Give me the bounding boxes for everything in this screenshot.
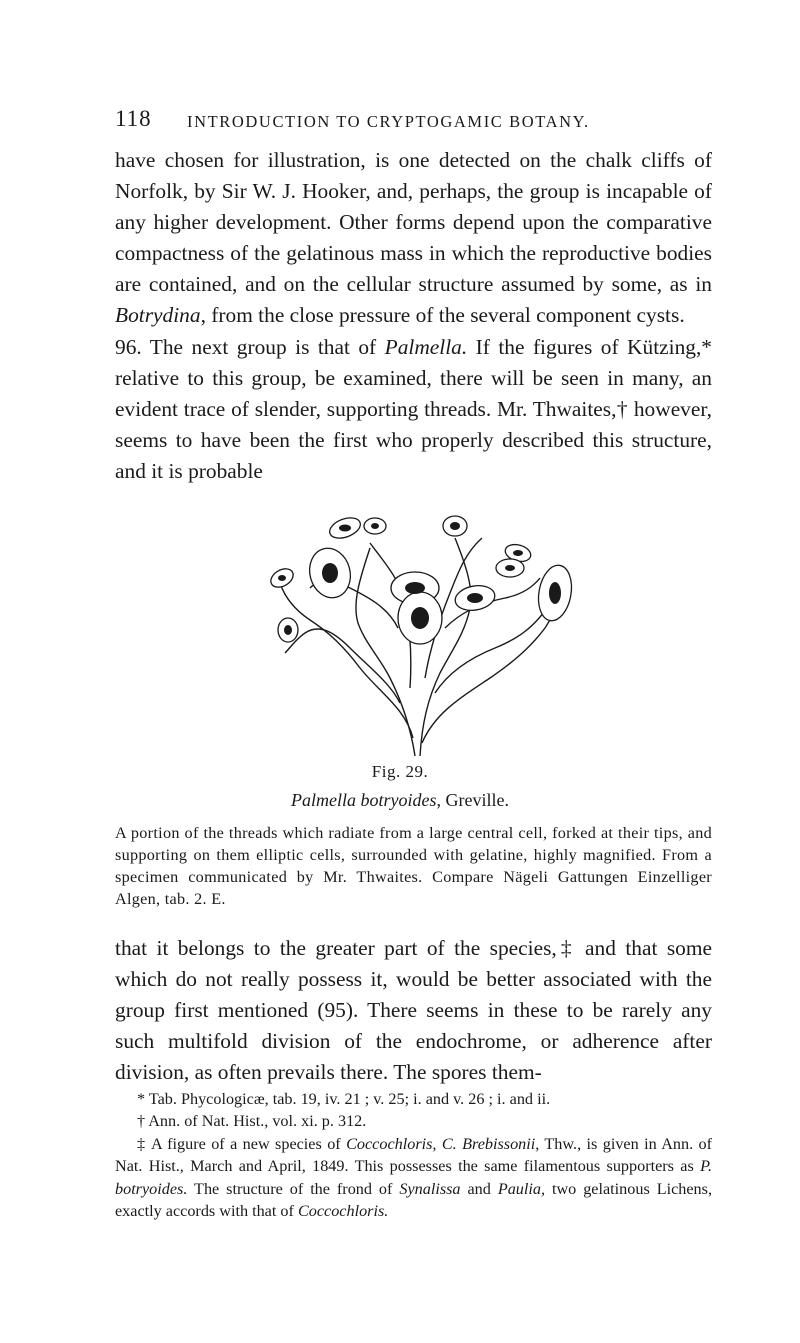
italic-term: Coccochloris, C. Brebissonii [346,1134,536,1153]
footnote-text: and [460,1179,498,1198]
thread [435,603,550,693]
footnote-text: ‡ A figure of a new species of [137,1134,347,1153]
italic-term: Coccochloris. [297,1202,389,1221]
footnote-1: * Tab. Phycologicæ, tab. 19, iv. 21 ; v. 25; i. and v. 26 ; i. and ii. [137,1090,551,1108]
paragraph-96 [115,332,712,487]
paragraph-continuation [115,145,712,332]
footnotes [115,1088,712,1222]
running-head: INTRODUCTION TO CRYPTOGAMIC BOTANY. [187,112,590,131]
page-number: 118 [115,106,152,131]
continued-text: that it belongs to the greater part of the species,‡ and that some which do not really possess it, would be better associated with the group first mentioned (95). There seems in these to be rarely any such multifold division of the endochrome, or adherence after division, as often prevails there. The spores them- [115,936,712,1085]
footnote-text: , Thw., is given in Ann. of Nat. Hist., March and April, 1849. This possesses the same filamentous supporters as [115,1134,713,1176]
paragraph-text: , from the close pressure of the several component cysts. [200,303,685,328]
figure-illustration [250,508,580,758]
figure-title-author: , Greville. [436,790,509,810]
footnote-2: † Ann. of Nat. Hist., vol. xi. p. 312. [137,1112,367,1131]
italic-term: Botrydina [115,303,201,328]
figure-label: Fig. 29. [371,762,429,781]
figure-title [0,790,800,811]
thread [280,583,413,738]
page-header [115,106,715,136]
footnote-text: The structure of the frond of [187,1179,400,1198]
italic-term: P. botryoides. [115,1157,712,1198]
footnote-text: two gelatinous Lichens, exactly accords with that of [115,1179,712,1221]
paragraph-text: have chosen for illustration, is one detected on the chalk cliffs of Norfolk, by Sir W. J. Hooker, and, perhaps, the group is incapable of any higher development. Other forms depend upon the comparative compactness of the gelatinous mass in which the reproductive bodies are contained, and on the cellular structure assumed by some, as in [115,148,712,297]
palmella-drawing [250,508,580,758]
top-text-block [115,145,712,487]
paragraph-text: 96. The next group is that of [115,334,385,359]
italic-term: Palmella. [384,334,468,359]
thread [420,538,471,756]
figure-title-species: Palmella botryoides [291,790,437,810]
italic-term: Synalissa [399,1179,461,1198]
figure-caption: A portion of the threads which radiate from a large central cell, forked at their tips, and supporting on them elliptic cells, surrounded with gelatine, highly magnified. From a specimen communicated by Mr. Thwaites. Compare Nägeli Gattungen Einzelliger Algen, tab. 2. E. [115,824,712,908]
italic-term: Paulia, [497,1179,546,1198]
paragraph-text: If the figures of Kützing,* relative to this group, be examined, there will be seen in many, an evident trace of slender, supporting threads. Mr. Thwaites,† however, seems to have been the first who properly described this structure, and it is probable [115,334,713,483]
footnote-3 [115,1133,712,1223]
